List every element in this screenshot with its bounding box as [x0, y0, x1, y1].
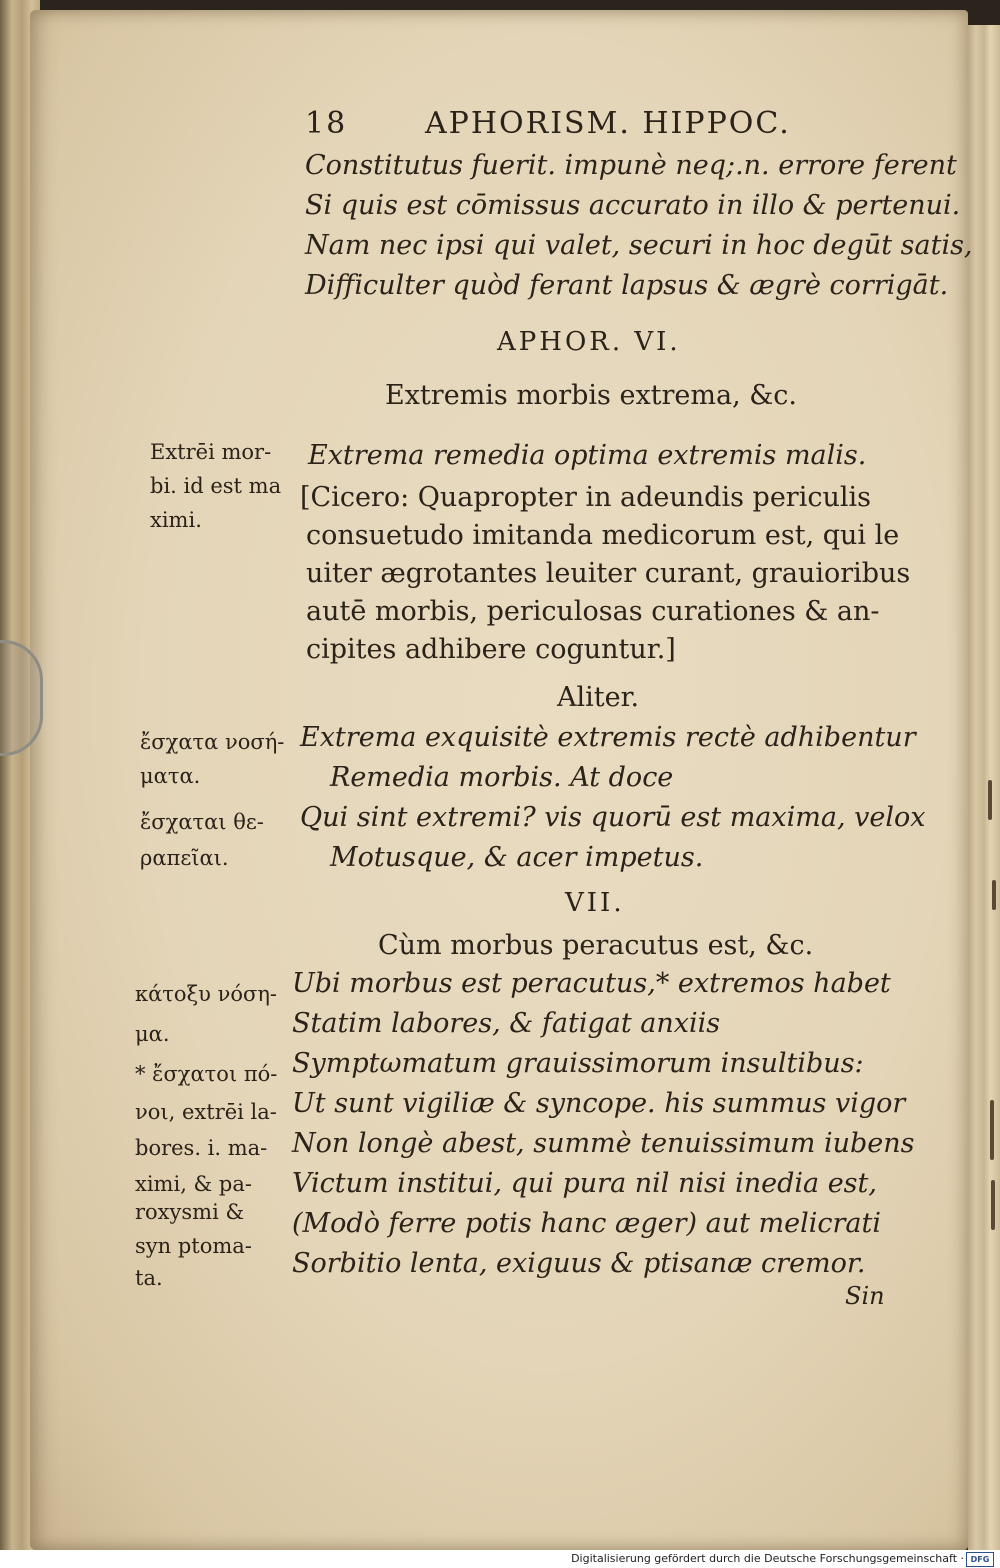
margin-greek: ἔσχατα νοσή-: [140, 730, 285, 754]
verse-line: Si quis est cōmissus accurato in illo & pertenui.: [305, 190, 961, 221]
page-number: 18: [305, 106, 348, 141]
right-edge-mark: [990, 1100, 994, 1160]
aphorism-heading: APHOR. VI.: [497, 327, 681, 357]
verse-line: Motusque, & acer impetus.: [330, 842, 704, 873]
margin-note: * ἔσχατοι πό-: [135, 1062, 278, 1086]
cicero-line: uiter ægrotantes leuiter curant, grauioribus: [306, 558, 911, 589]
margin-note: Extrēi mor-: [150, 440, 272, 464]
verse-line: Extrema exquisitè extremis rectè adhibentur: [300, 722, 916, 753]
aphorism-lemma: Cùm morbus peracutus est, &c.: [378, 930, 814, 961]
verse-line: Ubi morbus est peracutus,* extremos habet: [292, 968, 891, 999]
verse-line: Qui sint extremi? vis quorū est maxima, velox: [300, 802, 926, 833]
margin-note: κάτοξυ νόση-: [135, 982, 277, 1006]
margin-note: νοι, extrēi la-: [135, 1100, 277, 1124]
right-edge-mark: [988, 780, 992, 820]
verse-line: Remedia morbis. At doce: [330, 762, 674, 793]
footer-credit: Digitalisierung gefördert durch die Deutsche Forschungsgemeinschaft ·: [571, 1552, 964, 1565]
cicero-line: autē morbis, periculosas curationes & an-: [306, 596, 880, 627]
margin-note: bi. id est ma: [150, 474, 282, 498]
catchword: Sin: [845, 1282, 885, 1310]
right-edge-mark: [991, 1180, 995, 1230]
right-edge-mark: [992, 880, 996, 910]
verse-line: Extrema remedia optima extremis malis.: [308, 440, 867, 471]
aphorism-lemma: Extremis morbis extrema, &c.: [385, 380, 798, 411]
margin-greek: ραπεῖαι.: [140, 846, 229, 870]
margin-note: ximi, & pa-: [135, 1172, 252, 1196]
margin-note: μα.: [135, 1022, 170, 1046]
verse-line: Symptωmatum grauissimorum insultibus:: [292, 1048, 864, 1079]
cicero-line: cipites adhibere coguntur.]: [306, 634, 676, 665]
margin-greek: ἔσχαται θε-: [140, 810, 264, 834]
margin-note: syn ptoma-: [135, 1234, 252, 1258]
running-title: APHORISM. HIPPOC.: [425, 106, 791, 141]
verse-line: Sorbitio lenta, exiguus & ptisanæ cremor.: [292, 1248, 866, 1279]
verse-line: Statim labores, & fatigat anxiis: [292, 1008, 721, 1039]
verse-line: Nam nec ipsi qui valet, securi in hoc degūt satis,: [305, 230, 973, 261]
verse-line: Victum institui, qui pura nil nisi inedia est,: [292, 1168, 877, 1199]
verse-line: Non longè abest, summè tenuissimum iubens: [292, 1128, 915, 1159]
verse-line: (Modò ferre potis hanc æger) aut melicrati: [292, 1208, 881, 1239]
margin-greek: ματα.: [140, 764, 201, 788]
margin-note: roxysmi &: [135, 1200, 245, 1224]
verse-line: Ut sunt vigiliæ & syncope. his summus vigor: [292, 1088, 906, 1119]
verse-line: Constitutus fuerit. impunè neq;.n. errore ferent: [305, 150, 957, 181]
margin-note: bores. i. ma-: [135, 1136, 268, 1160]
aliter-heading: Aliter.: [557, 682, 640, 713]
cicero-line: [Cicero: Quapropter in adeundis periculis: [300, 482, 871, 513]
dfg-logo: DFG: [966, 1552, 994, 1567]
margin-note: ximi.: [150, 508, 202, 532]
aphorism-heading: VII.: [565, 888, 625, 918]
verse-line: Difficulter quòd ferant lapsus & ægrè corrigāt.: [305, 270, 949, 301]
cicero-line: consuetudo imitanda medicorum est, qui le: [306, 520, 900, 551]
margin-note: ta.: [135, 1266, 163, 1290]
